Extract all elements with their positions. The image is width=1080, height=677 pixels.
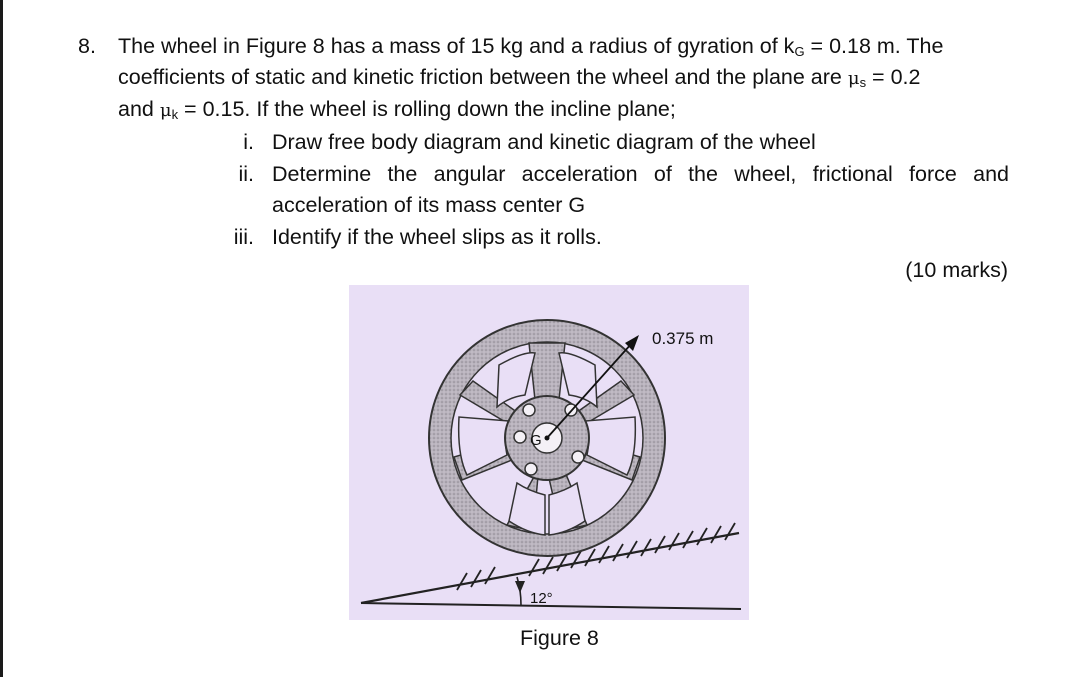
question-line-3: and $\mu_k = 0.15$. If the wheel is rolling down the incline plane;: [118, 97, 676, 122]
figure-caption: Figure 8: [520, 626, 599, 650]
page-edge: [0, 0, 3, 677]
subpart-i-number: i.: [243, 130, 254, 154]
center-label: G: [530, 432, 542, 449]
subpart-ii-number: ii.: [238, 162, 254, 186]
subpart-ii-text: Determine the angular acceleration of the wheel, frictional force and: [272, 162, 1009, 186]
angle-arrowhead: [515, 581, 525, 593]
question-line-2: coefficients of static and kinetic friction between the wheel and the plane are $\mu_s = 0.2$: [118, 65, 921, 90]
subpart-iii-number: iii.: [233, 225, 254, 249]
question-number: 8.: [78, 34, 96, 58]
subpart-iii-text: Identify if the wheel slips as it rolls.: [272, 225, 602, 249]
subpart-ii-text-cont: acceleration of its mass center G: [272, 193, 586, 217]
marks-label: (10 marks): [905, 258, 1008, 282]
wheel-figure: [349, 285, 749, 620]
question-line-1: The wheel in Figure 8 has a mass of 15 kg and a radius of gyration of $k_G = 0.18$ m. The: [118, 34, 944, 59]
subpart-i-text: Draw free body diagram and kinetic diagram of the wheel: [272, 130, 816, 154]
angle-label: 12°: [530, 590, 553, 607]
radius-label: 0.375 m: [652, 329, 714, 348]
wheel-diagram: [349, 285, 749, 620]
